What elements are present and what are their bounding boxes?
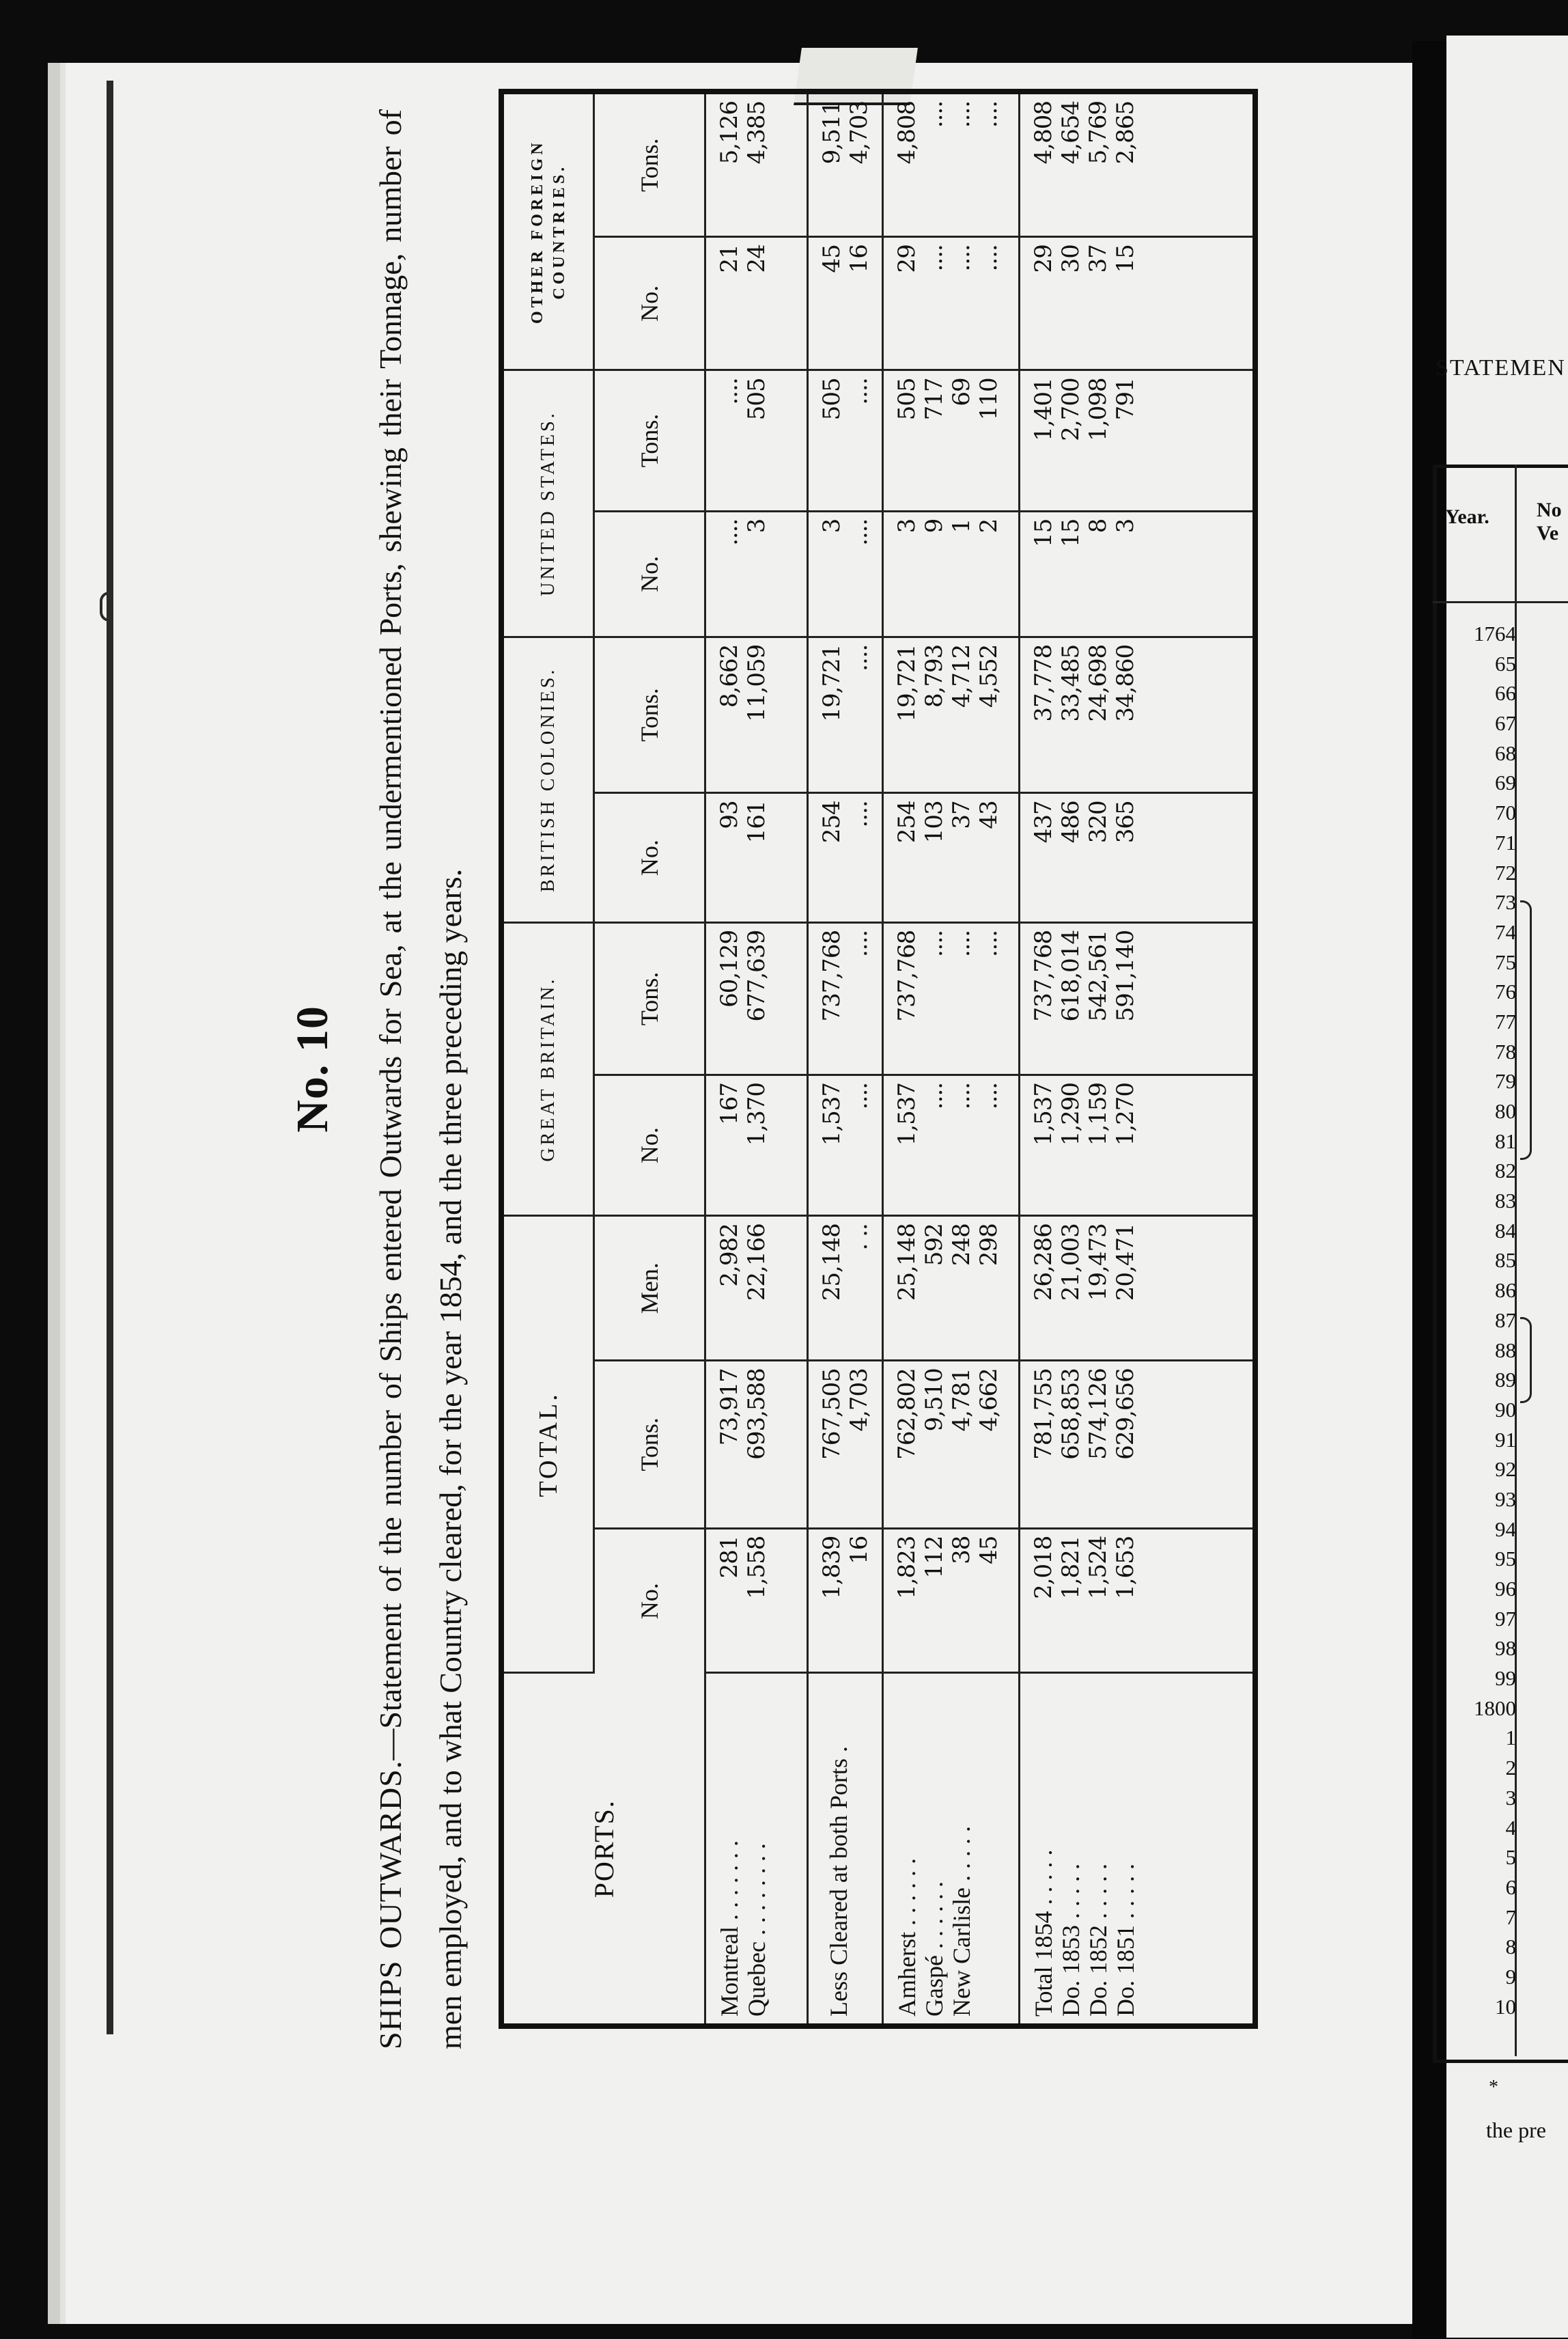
port-cell: Montreal . . . . . . . Quebec . . . . . . . . bbox=[716, 1840, 770, 2017]
port-cell: Amherst . . . . . . Gaspé . . . . . . New Carlisle . . . . . bbox=[883, 1673, 1020, 2023]
bc-tons-cell: 19,721 8,793 4,712 4,552 bbox=[883, 637, 1020, 793]
united-states-header: UNITED STATES. bbox=[504, 370, 594, 637]
us-no-cell: 3 9 1 2 bbox=[883, 511, 1020, 637]
year-label: 78 bbox=[1495, 1039, 1516, 1064]
total-men-cell: 25,148 592 248 298 bbox=[883, 1216, 1020, 1361]
port-cell: Total 1854 . . . . . Do. 1853 . . . . . Do. 1852 . . . . . Do. 1851 . . . . . bbox=[1020, 1673, 1253, 2023]
port-cell: Less Cleared at both Ports . bbox=[808, 1673, 883, 2023]
table-row-group bbox=[1020, 94, 1253, 2023]
year-label: 68 bbox=[1495, 741, 1516, 765]
year-label: 10 bbox=[1495, 1994, 1516, 2019]
binding-line bbox=[107, 81, 113, 2034]
gb-tons-cell: 737,768 618,014 542,561 591,140 bbox=[1020, 922, 1253, 1075]
great-britain-header: GREAT BRITAIN. bbox=[504, 922, 594, 1215]
of-no-cell: 45 16 bbox=[808, 237, 883, 370]
year-label: 1800 bbox=[1474, 1696, 1516, 1720]
right-page-title: STATEMEN bbox=[1436, 355, 1566, 380]
year-label: 90 bbox=[1495, 1397, 1516, 1422]
gb-tons-cell: 737,768 .... .... .... bbox=[883, 922, 1020, 1075]
gb-no-cell: 167 1,370 bbox=[705, 1075, 808, 1215]
total-tons-cell: 73,917 693,588 bbox=[705, 1361, 808, 1528]
bc-no-cell: 254 103 37 43 bbox=[883, 793, 1020, 923]
year-label: 67 bbox=[1495, 711, 1516, 736]
table-row-group bbox=[808, 94, 883, 2023]
year-label: 69 bbox=[1495, 771, 1516, 795]
ships-outwards-table bbox=[499, 89, 1258, 2029]
year-label: 1764 bbox=[1474, 622, 1516, 646]
gb-no-cell: 1,537 1,290 1,159 1,270 bbox=[1020, 1075, 1253, 1215]
total-tons-cell: 781,755 658,853 574,126 629,656 bbox=[1020, 1361, 1253, 1528]
bc-no-cell: 437 486 320 365 bbox=[1020, 793, 1253, 923]
year-label: 86 bbox=[1495, 1278, 1516, 1303]
of-no-header: No. bbox=[594, 237, 705, 370]
us-no-header: No. bbox=[594, 511, 705, 637]
table-row-group bbox=[883, 94, 1020, 2023]
total-men-header: Men. bbox=[594, 1216, 705, 1361]
right-page-year-header: Year. bbox=[1445, 506, 1489, 528]
bc-no-cell: 93 161 bbox=[705, 793, 808, 923]
year-label: 84 bbox=[1495, 1218, 1516, 1243]
us-tons-cell: 505 .... bbox=[808, 370, 883, 511]
of-no-cell: 29 30 37 15 bbox=[1020, 237, 1253, 370]
year-label: 93 bbox=[1495, 1486, 1516, 1511]
us-tons-cell: .... 505 bbox=[705, 370, 808, 511]
year-label: 66 bbox=[1495, 681, 1516, 706]
year-label: 73 bbox=[1495, 890, 1516, 915]
of-tons-header: Tons. bbox=[594, 94, 705, 237]
year-label: 92 bbox=[1495, 1457, 1516, 1482]
year-label: 74 bbox=[1495, 919, 1516, 944]
year-label: 85 bbox=[1495, 1248, 1516, 1273]
year-label: 1 bbox=[1505, 1726, 1516, 1750]
year-label: 83 bbox=[1495, 1189, 1516, 1213]
year-label: 6 bbox=[1505, 1874, 1516, 1899]
year-label: 76 bbox=[1495, 980, 1516, 1004]
total-tons-header: Tons. bbox=[594, 1361, 705, 1528]
year-label: 70 bbox=[1495, 801, 1516, 825]
of-no-cell: 21 24 bbox=[705, 237, 808, 370]
year-label: 82 bbox=[1495, 1159, 1516, 1183]
footnote-text: the pre bbox=[1486, 2118, 1546, 2142]
bracket-mark bbox=[1520, 1317, 1532, 1403]
year-label: 99 bbox=[1495, 1666, 1516, 1691]
us-tons-cell: 1,401 2,700 1,098 791 bbox=[1020, 370, 1253, 511]
year-label: 95 bbox=[1495, 1547, 1516, 1571]
bc-tons-cell: 19,721 .... bbox=[808, 637, 883, 793]
of-tons-cell: 9,511 4,703 bbox=[808, 94, 883, 237]
ports-header: PORTS. bbox=[504, 1673, 705, 2023]
year-label: 89 bbox=[1495, 1368, 1516, 1392]
footnote-marker: * bbox=[1489, 2077, 1498, 2098]
bc-tons-cell: 37,778 33,485 24,698 34,860 bbox=[1020, 637, 1253, 793]
british-colonies-header: BRITISH COLONIES. bbox=[504, 637, 594, 922]
year-label: 96 bbox=[1495, 1577, 1516, 1601]
year-label: 79 bbox=[1495, 1069, 1516, 1094]
year-label: 65 bbox=[1495, 651, 1516, 676]
of-tons-cell: 4,808 4,654 5,769 2,865 bbox=[1020, 94, 1253, 237]
right-page-col2-header: No Ve bbox=[1537, 499, 1562, 544]
year-label: 80 bbox=[1495, 1099, 1516, 1123]
of-no-cell: 29 .... .... .... bbox=[883, 237, 1020, 370]
total-tons-cell: 767,505 4,703 bbox=[808, 1361, 883, 1528]
rotated-page-content bbox=[198, 0, 1373, 2138]
year-label: 4 bbox=[1505, 1815, 1516, 1840]
binding-mark bbox=[100, 592, 109, 622]
total-men-cell: 25,148 . .. bbox=[808, 1216, 883, 1361]
year-label: 75 bbox=[1495, 950, 1516, 974]
right-page-header-rule bbox=[1433, 601, 1568, 603]
us-no-cell: 15 15 8 3 bbox=[1020, 511, 1253, 637]
bc-no-header: No. bbox=[594, 793, 705, 923]
gb-tons-header: Tons. bbox=[594, 922, 705, 1075]
gb-no-header: No. bbox=[594, 1075, 705, 1215]
total-no-cell: 1,839 16 bbox=[808, 1528, 883, 1673]
total-men-cell: 26,286 21,003 19,473 20,471 bbox=[1020, 1216, 1253, 1361]
total-no-header: No. bbox=[594, 1528, 705, 1673]
us-tons-cell: 505 717 69 110 bbox=[883, 370, 1020, 511]
us-tons-header: Tons. bbox=[594, 370, 705, 511]
right-page-year-list bbox=[1441, 619, 1516, 2021]
document-title bbox=[361, 109, 481, 2049]
year-label: 7 bbox=[1505, 1905, 1516, 1929]
gb-no-cell: 1,537 .... bbox=[808, 1075, 883, 1215]
other-foreign-header: OTHER FOREIGN COUNTRIES. bbox=[504, 94, 594, 370]
us-no-cell: .... 3 bbox=[705, 511, 808, 637]
year-label: 97 bbox=[1495, 1606, 1516, 1631]
total-header: TOTAL. bbox=[504, 1216, 594, 1673]
title-text: —Statement of the number of Ships entered Outwards for Sea, at the undermentioned Ports, shewing their Tonnage, number of men employed, and to what Country cleared, for the year 1854, and the three preceding years. bbox=[373, 109, 468, 2049]
of-tons-cell: 4,808 .... .... .... bbox=[883, 94, 1020, 237]
us-no-cell: 3 .... bbox=[808, 511, 883, 637]
year-label: 2 bbox=[1505, 1756, 1516, 1780]
total-men-cell: 2,982 22,166 bbox=[705, 1216, 808, 1361]
total-no-cell: 2,018 1,821 1,524 1,653 bbox=[1020, 1528, 1253, 1673]
year-label: 81 bbox=[1495, 1129, 1516, 1153]
bc-no-cell: 254 .... bbox=[808, 793, 883, 923]
year-label: 87 bbox=[1495, 1307, 1516, 1332]
bc-tons-cell: 8,662 11,059 bbox=[705, 637, 808, 793]
of-tons-cell: 5,126 4,385 bbox=[705, 94, 808, 237]
bc-tons-header: Tons. bbox=[594, 637, 705, 793]
total-no-cell: 1,823 112 38 45 bbox=[883, 1528, 1020, 1673]
title-lead: SHIPS OUTWARDS. bbox=[373, 1760, 408, 2049]
year-label: 9 bbox=[1505, 1964, 1516, 1989]
year-label: 91 bbox=[1495, 1427, 1516, 1452]
total-no-cell: 281 1,558 bbox=[705, 1528, 808, 1673]
year-label: 72 bbox=[1495, 860, 1516, 885]
year-label: 88 bbox=[1495, 1338, 1516, 1362]
year-label: 8 bbox=[1505, 1935, 1516, 1959]
document-number: No. 10 bbox=[288, 1006, 337, 1133]
gb-no-cell: 1,537 .... .... .... bbox=[883, 1075, 1020, 1215]
year-label: 3 bbox=[1505, 1785, 1516, 1810]
table-row-group bbox=[705, 94, 808, 2023]
year-label: 71 bbox=[1495, 830, 1516, 855]
bracket-mark bbox=[1520, 900, 1532, 1160]
year-label: 94 bbox=[1495, 1517, 1516, 1541]
year-label: 77 bbox=[1495, 1009, 1516, 1034]
year-label: 98 bbox=[1495, 1636, 1516, 1661]
year-label: 5 bbox=[1505, 1845, 1516, 1870]
total-tons-cell: 762,802 9,510 4,781 4,662 bbox=[883, 1361, 1020, 1528]
gb-tons-cell: 737,768 .... bbox=[808, 922, 883, 1075]
gb-tons-cell: 60,129 677,639 bbox=[705, 922, 808, 1075]
